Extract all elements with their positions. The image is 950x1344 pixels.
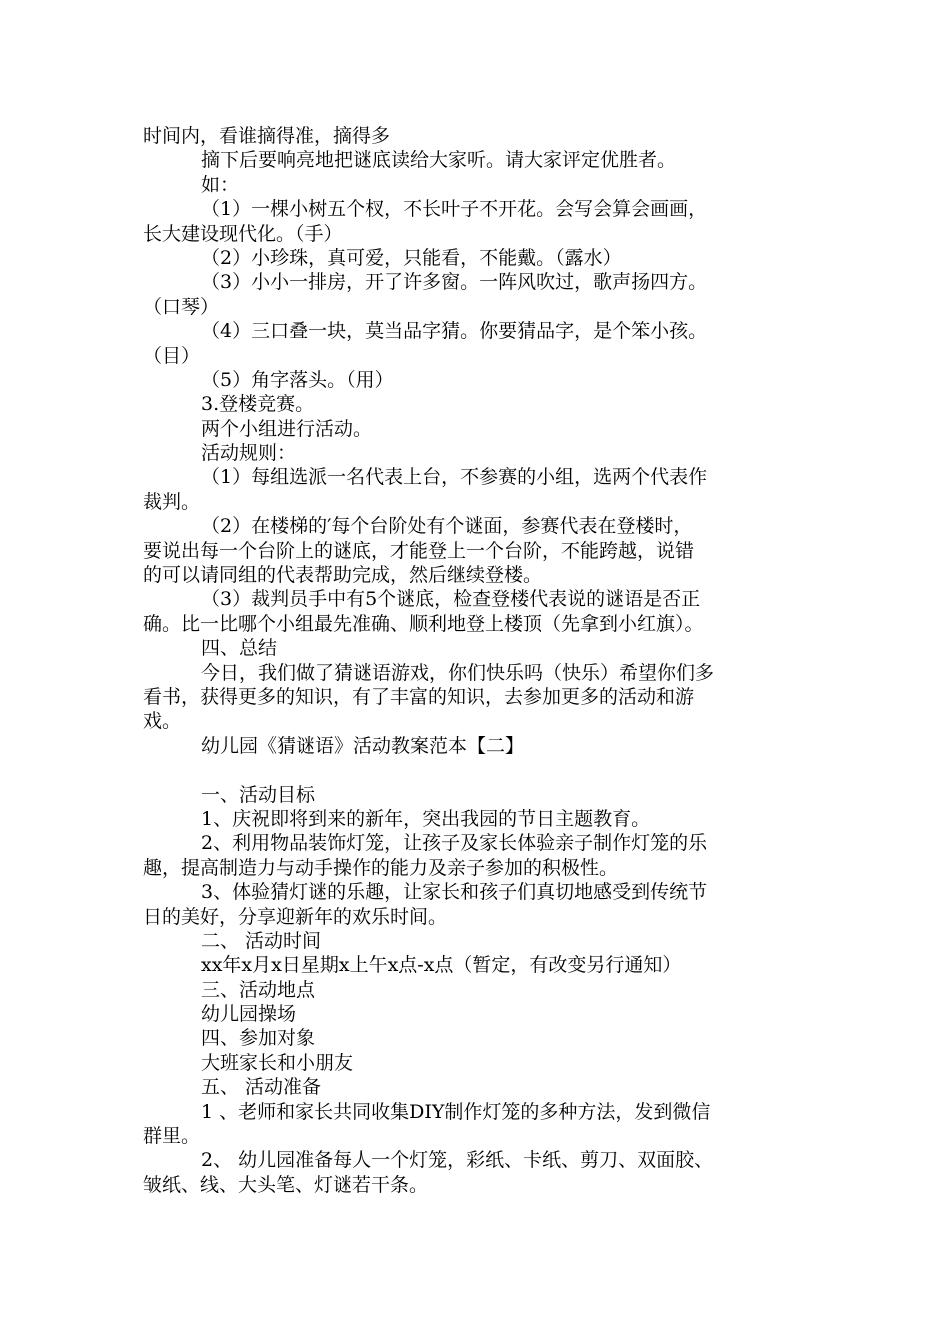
- text-line: 一、活动目标: [201, 783, 316, 806]
- text-line: 幼儿园操场: [201, 1003, 297, 1026]
- blank-line: [143, 758, 808, 782]
- text-line: 摘下后要响亮地把谜底读给大家听。请大家评定优胜者。: [201, 149, 677, 172]
- text-line: 趣，提高制造力与动手操作的能力及亲子参加的积极性。: [143, 856, 619, 879]
- text-line: 日的美好，分享迎新年的欢乐时间。: [143, 905, 448, 928]
- text-line: 时间内，看谁摘得准，摘得多: [143, 125, 391, 147]
- text-line: 2、利用物品装饰灯笼，让孩子及家长体验亲子制作灯笼的乐: [201, 832, 708, 855]
- text-line: 要说出每一个台阶上的谜底，才能登上一个台阶，不能跨越，说错: [143, 539, 695, 562]
- text-line: 活动规则：: [201, 442, 297, 465]
- text-line: 群里。: [143, 1125, 201, 1148]
- text-line: 3.登楼竞赛。: [201, 393, 315, 416]
- text-line: 四、参加对象: [201, 1027, 316, 1050]
- text-line: 大班家长和小朋友: [201, 1051, 354, 1074]
- text-line: 两个小组进行活动。: [201, 417, 373, 440]
- text-line: （4）三口叠一块，莫当品字猜。你要猜品字，是个笨小孩。: [201, 320, 708, 343]
- text-line: 裁判。: [143, 490, 201, 513]
- text-line: 的可以请同组的代表帮助完成，然后继续登楼。: [143, 564, 543, 587]
- text-line: 1 、老师和家长共同收集DIY制作灯笼的多种方法，发到微信: [201, 1100, 711, 1123]
- text-line: 三、活动地点: [201, 978, 316, 1001]
- text-line: 幼儿园《猜谜语》活动教案范本【二】: [201, 734, 525, 757]
- text-line: 3、体验猜灯谜的乐趣，让家长和孩子们真切地感受到传统节: [201, 881, 708, 904]
- document-body: [143, 124, 808, 1197]
- text-line: （3）裁判员手中有5个谜底，检查登楼代表说的谜语是否正: [201, 588, 701, 611]
- text-line: （1）一棵小树五个杈，不长叶子不开花。会写会算会画画，: [201, 198, 708, 221]
- text-line: 四、总结: [201, 637, 278, 660]
- text-line: 1、庆祝即将到来的新年，突出我园的节日主题教育。: [201, 807, 651, 830]
- text-line: 戏。: [143, 710, 182, 733]
- text-line: （目）: [143, 344, 201, 367]
- text-line: 五、 活动准备: [201, 1076, 322, 1099]
- text-line: （3）小小一排房，开了许多窗。一阵风吹过，歌声扬四方。: [201, 271, 708, 294]
- text-line: （5）角字落头。（用）: [201, 368, 394, 391]
- text-line: 看书，获得更多的知识，有了丰富的知识，去参加更多的活动和游: [143, 685, 695, 708]
- text-line: （2）在楼梯的′每个台阶处有个谜面，参赛代表在登楼时，: [201, 515, 693, 538]
- text-line: 今日，我们做了猜谜语游戏，你们快乐吗（快乐）希望你们多: [201, 661, 715, 684]
- text-line: （1）每组选派一名代表上台，不参赛的小组，选两个代表作: [201, 466, 708, 489]
- text-line: 如：: [201, 173, 240, 196]
- text-line: 2、 幼儿园准备每人一个灯笼，彩纸、卡纸、剪刀、双面胶、: [201, 1149, 714, 1172]
- text-line: xx年x月x日星期x上午x点-x点（暂定，有改变另行通知）: [201, 954, 682, 977]
- text-line: 二、 活动时间: [201, 929, 322, 952]
- text-line: 长大建设现代化。（手）: [143, 222, 343, 245]
- text-line: 确。比一比哪个小组最先准确、顺利地登上楼顶（先拿到小红旗）。: [143, 612, 704, 635]
- text-line: （2）小珍珠，真可爱，只能看，不能戴。（露水）: [201, 246, 622, 269]
- text-line: 皱纸、线、大头笔、灯谜若干条。: [143, 1173, 429, 1196]
- text-line: （口琴）: [143, 295, 220, 318]
